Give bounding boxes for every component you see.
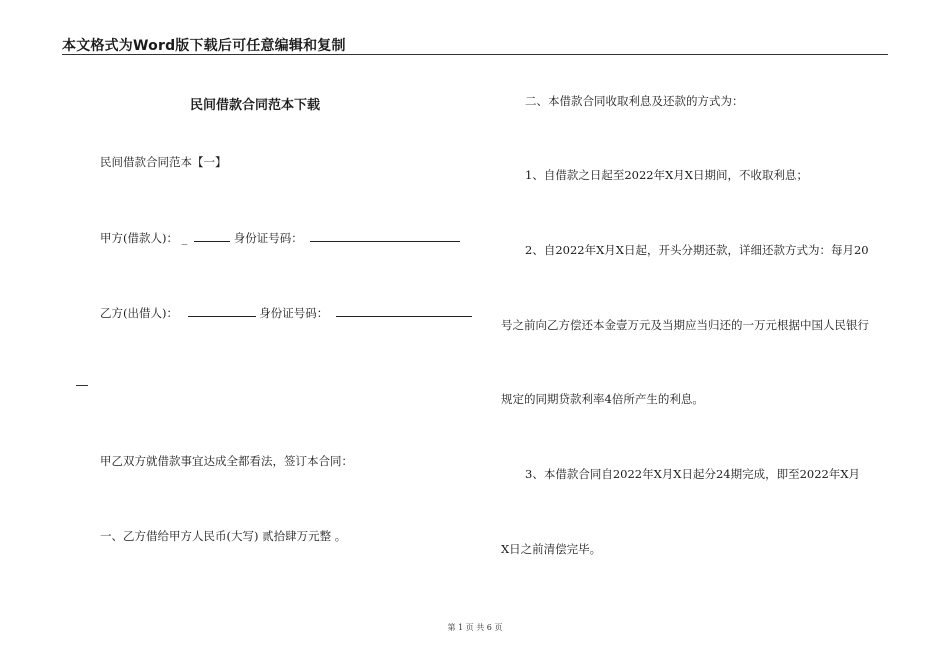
party-a-name-blank[interactable] xyxy=(194,230,230,242)
clause-2-item-2-line-2: 号之前向乙方偿还本金壹万元及当期应当归还的一万元根据中国人民银行 xyxy=(501,318,869,332)
party-a-label: 甲方(借款人)： xyxy=(100,231,178,245)
document-title: 民间借款合同范本下载 xyxy=(190,98,321,113)
party-b-id-blank[interactable] xyxy=(336,305,472,317)
clause-2-item-2-line-3: 规定的同期贷款利率4倍所产生的利息。 xyxy=(501,392,704,406)
header-banner-text: 本文格式为Word版下载后可任意编辑和复制 xyxy=(62,38,346,54)
party-a-id-label: 身份证号码： xyxy=(233,231,303,245)
party-a-line xyxy=(100,230,460,245)
party-b-label: 乙方(出借人)： xyxy=(100,306,178,320)
party-b-id-label: 身份证号码： xyxy=(259,306,329,320)
clause-1: 一、乙方借给甲方人民币(大写) 贰拾肆万元整 。 xyxy=(100,529,347,543)
page-header xyxy=(62,32,888,55)
party-a-blank-prefix: _ xyxy=(181,231,188,245)
clause-2-item-3-line-2: X日之前清偿完毕。 xyxy=(501,542,602,556)
party-a-id-blank[interactable] xyxy=(310,230,460,242)
party-b-line xyxy=(100,305,472,320)
clause-2-item-3-line-1: 3、本借款合同自2022年X月X日起分24期完成，即至2022年X月 xyxy=(525,467,861,481)
clause-2-item-2-line-1: 2、自2022年X月X日起，开头分期还款，详细还款方式为：每月20 xyxy=(525,243,869,257)
margin-dash-mark xyxy=(76,385,88,386)
page-number-footer: 第 1 页 共 6 页 xyxy=(447,623,503,632)
party-b-name-blank[interactable] xyxy=(188,305,256,317)
clause-2-item-1: 1、自借款之日起至2022年X月X日期间，不收取利息； xyxy=(525,168,808,182)
clause-2-heading: 二、本借款合同收取利息及还款的方式为： xyxy=(525,94,744,108)
contract-subtitle: 民间借款合同范本【一】 xyxy=(100,155,227,169)
agreement-intro: 甲乙双方就借款事宜达成全都看法，签订本合同： xyxy=(100,454,353,468)
